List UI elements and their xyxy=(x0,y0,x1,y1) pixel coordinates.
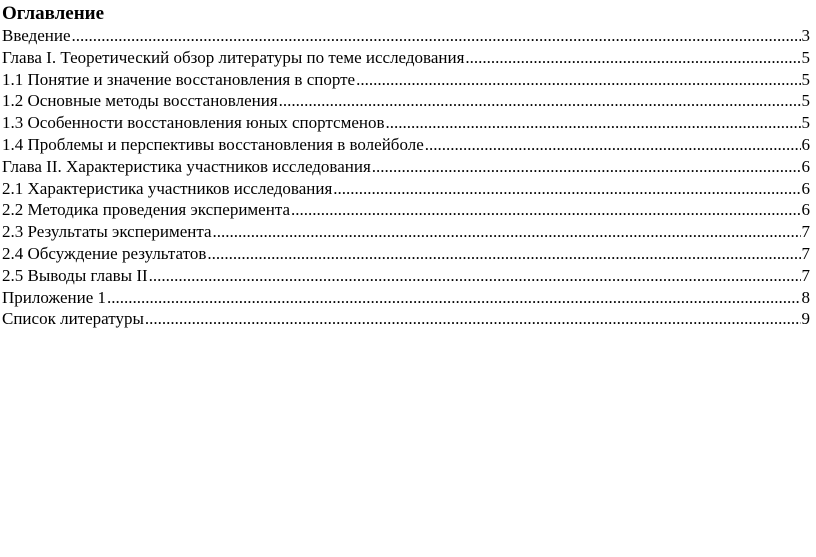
toc-entry-text: 2.2 Методика проведения эксперимента xyxy=(2,200,291,220)
toc-entry-text: 1.4 Проблемы и перспективы восстановления в волейболе xyxy=(2,134,424,154)
toc-entry-introduction[interactable] xyxy=(2,25,814,47)
toc-entry-text: Глава I. Теоретический обзор литературы по теме исследования xyxy=(2,47,465,67)
toc-entry-page: 5 xyxy=(801,91,810,111)
toc-entry-page: 6 xyxy=(801,200,810,220)
dot-leader xyxy=(333,178,800,200)
table-of-contents xyxy=(2,3,814,330)
dot-leader xyxy=(207,243,800,265)
toc-entry-page: 6 xyxy=(801,178,810,198)
toc-entry-section-1-1[interactable] xyxy=(2,69,814,91)
toc-entry-section-2-4[interactable] xyxy=(2,243,814,265)
toc-list xyxy=(2,25,814,330)
toc-entry-chapter-1[interactable] xyxy=(2,47,814,69)
dot-leader xyxy=(149,265,801,287)
dot-leader xyxy=(386,112,801,134)
dot-leader xyxy=(107,287,801,309)
toc-entry-page: 8 xyxy=(801,287,810,307)
toc-entry-text: 2.1 Характеристика участников исследования xyxy=(2,178,333,198)
toc-entry-section-2-2[interactable] xyxy=(2,199,814,221)
dot-leader xyxy=(372,156,801,178)
toc-entry-page: 7 xyxy=(801,265,810,285)
toc-entry-page: 7 xyxy=(801,243,810,263)
toc-entry-section-1-3[interactable] xyxy=(2,112,814,134)
toc-entry-text: 1.2 Основные методы восстановления xyxy=(2,91,278,111)
dot-leader xyxy=(72,25,801,47)
toc-title: Оглавление xyxy=(2,3,105,24)
toc-entry-section-1-4[interactable] xyxy=(2,134,814,156)
dot-leader xyxy=(356,69,800,91)
dot-leader xyxy=(465,47,800,69)
toc-entry-page: 3 xyxy=(801,26,810,45)
dot-leader xyxy=(291,199,800,221)
dot-leader xyxy=(425,134,801,156)
dot-leader xyxy=(145,308,801,330)
toc-entry-text: 2.3 Результаты эксперимента xyxy=(2,222,212,242)
toc-entry-appendix-1[interactable] xyxy=(2,287,814,309)
toc-entry-references[interactable] xyxy=(2,308,814,330)
toc-entry-section-1-2[interactable] xyxy=(2,90,814,112)
toc-entry-chapter-2[interactable] xyxy=(2,156,814,178)
dot-leader xyxy=(213,221,801,243)
toc-entry-page: 5 xyxy=(801,47,810,67)
toc-entry-text: Введение xyxy=(2,26,71,45)
toc-entry-page: 6 xyxy=(801,156,810,176)
toc-entry-section-2-3[interactable] xyxy=(2,221,814,243)
toc-entry-section-2-5[interactable] xyxy=(2,265,814,287)
toc-entry-text: Список литературы xyxy=(2,309,144,329)
toc-entry-text: Приложение 1 xyxy=(2,287,106,307)
toc-entry-page: 5 xyxy=(801,69,810,89)
toc-entry-text: 1.1 Понятие и значение восстановления в спорте xyxy=(2,69,356,89)
toc-entry-page: 5 xyxy=(801,113,810,133)
toc-entry-text: Глава II. Характеристика участников исследования xyxy=(2,156,371,176)
toc-entry-section-2-1[interactable] xyxy=(2,178,814,200)
toc-entry-text: 2.4 Обсуждение результатов xyxy=(2,243,207,263)
dot-leader xyxy=(279,90,801,112)
toc-entry-page: 6 xyxy=(801,134,810,154)
toc-entry-page: 7 xyxy=(801,222,810,242)
toc-entry-page: 9 xyxy=(801,309,810,329)
toc-entry-text: 1.3 Особенности восстановления юных спортсменов xyxy=(2,113,385,133)
toc-entry-text: 2.5 Выводы главы II xyxy=(2,265,148,285)
